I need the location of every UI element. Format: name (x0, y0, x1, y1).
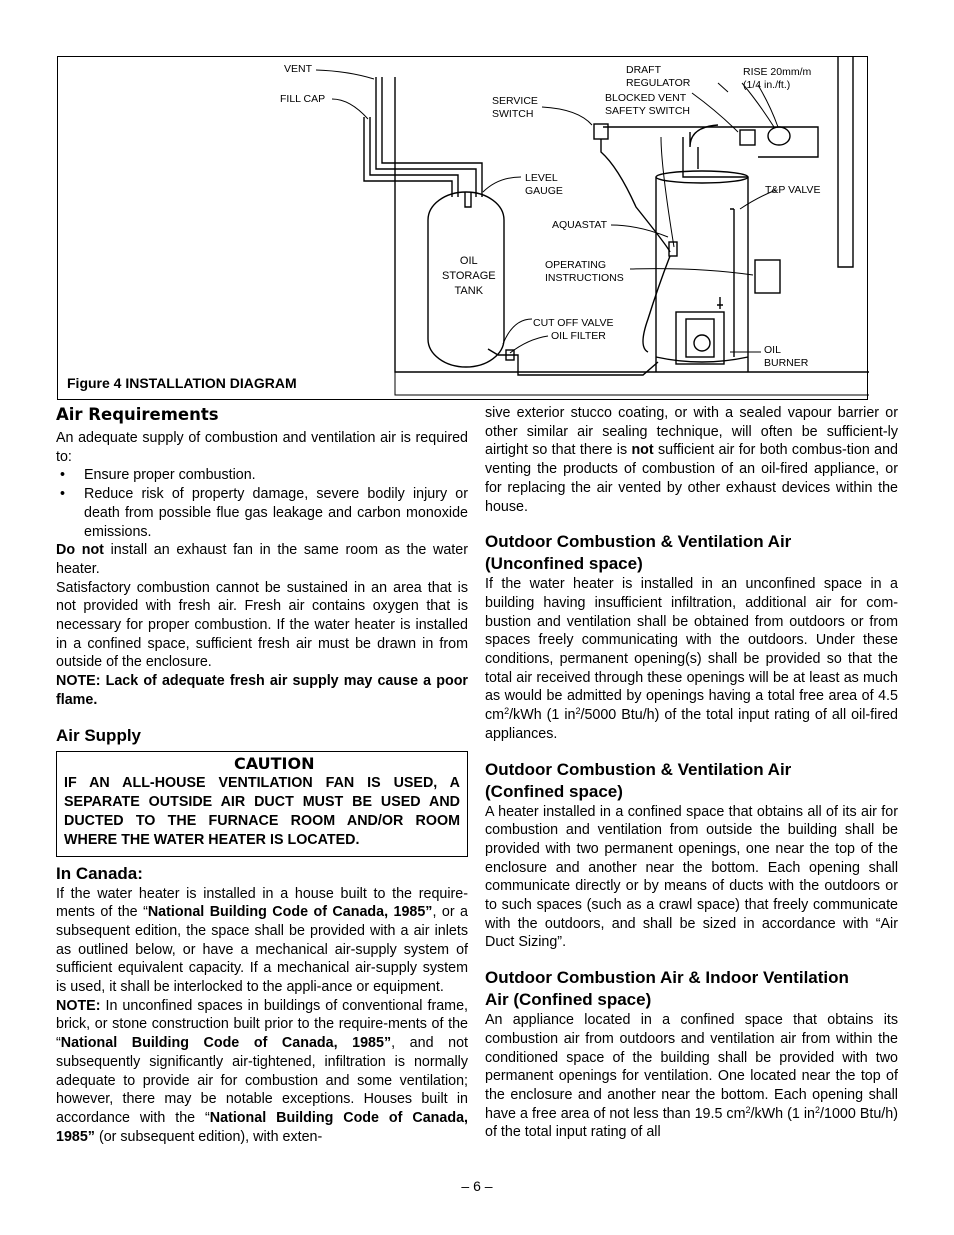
label-operating-instructions: OPERATING INSTRUCTIONS (545, 259, 624, 284)
service-switch (594, 124, 608, 139)
left-column (56, 404, 468, 1146)
caution-box (56, 751, 468, 857)
heading-unconfined: Outdoor Combustion & Ventilation Air (Unconfined space) (485, 532, 792, 574)
canada-paragraph: If the water heater is installed in a house built to the require-ments of the “National Building Code of Canada, 1985”, or a subsequent edition, the space shall be provided with a air inlets as outlined below, or have a mechanical air-supply system of sufficient equivalent capacity. If a mechanical air-supply system is used, it shall be interlocked to the appli-ance or equipment. (56, 885, 468, 996)
label-tp-valve: T&P VALVE (765, 184, 821, 196)
label-oil-filter: OIL FILTER (551, 330, 606, 342)
oil-burner (676, 312, 724, 364)
continued-paragraph: sive exterior stucco coating, or with a sealed vapour barrier or other similar air sealing technique, will often be sufficient-ly airtight so that there is not sufficient air for both combus-tion and venting the products of combustion of an oil-fired appliance, or for replacing the air vented by other exhaust devices within the house. (485, 405, 898, 515)
air-requirements-intro: An adequate supply of combustion and ventilation air is required to: (56, 430, 468, 465)
label-fill-cap: FILL CAP (280, 93, 326, 105)
label-level-gauge: LEVEL GAUGE (525, 172, 563, 197)
list-item: • Ensure proper combustion. (56, 466, 468, 485)
list-item: • Reduce risk of property damage, severe bodily injury or death from possible flue gas leakage and carbon monoxide emissions. (56, 485, 468, 541)
unconfined-paragraph: If the water heater is installed in an unconfined space in a building having insufficient infiltration, additional air for com-bustion and ventilation shall be obtained from outdoors or from spaces freely communicating with the outdoors. Under these conditions, permanent opening(s) shall be provided so that the total air received through these openings will be at least as much as would be admitted by openings having a total free area of 4.5 $cm^2$/kWh (1 $in^2/5000$ Btu/h) of the total input rating of all oil-fired appliances. (485, 576, 898, 742)
caution-title: CAUTION (234, 753, 315, 773)
right-column (485, 404, 898, 1142)
room-floor-line (395, 77, 869, 372)
aquastat (669, 242, 677, 256)
satisfactory-combustion-text: Satisfactory combustion cannot be sustained in an area that is not provided with fresh air. Fresh air contains oxygen that is necessary for proper combustion. If the water heater is installed in a confined space, sufficient fresh air must be drawn in from outside of the enclosure. (56, 579, 468, 671)
figure-caption: Figure 4 INSTALLATION DIAGRAM (67, 375, 297, 391)
label-cut-off-valve: CUT OFF VALVE (533, 317, 614, 329)
operating-instructions-card (755, 260, 780, 293)
heading-air-requirements: Air Requirements (56, 405, 219, 424)
exhaust-fan-warning: Do not install an exhaust fan in the same room as the water heater. (56, 542, 468, 577)
label-aquastat: AQUASTAT (552, 219, 608, 231)
draft-regulator (768, 127, 790, 145)
installation-diagram-drawing (58, 57, 869, 401)
confined-paragraph: A heater installed in a confined space that obtains all of its air for combustion and ventilation from outside the building shall be provided with two permanent openings, one near the top of the enclosure and another near the bottom. Each opening shall communicate directly or by means of ducts with the outdoors or to such spaces (such as a crawl space) that freely communicate with the outdoors, and shall be sized in accordance with “Air Duct Sizing”. (485, 803, 898, 951)
label-draft-regulator: DRAFT REGULATOR (626, 64, 691, 89)
installation-diagram (57, 56, 868, 400)
page-number: – 6 – (461, 1178, 493, 1194)
label-blocked-vent: BLOCKED VENT SAFETY SWITCH (605, 92, 690, 117)
heading-in-canada: In Canada: (56, 863, 143, 883)
label-rise: RISE 20mm/m (1/4 in./ft.) (743, 66, 812, 91)
label-oil-storage-tank: OIL STORAGE TANK (442, 255, 496, 297)
heading-air-supply: Air Supply (56, 725, 142, 745)
label-service-switch: SERVICE SWITCH (492, 95, 538, 120)
indoor-ventilation-paragraph: An appliance located in a confined space that obtains its combustion air from outdoors and ventilation air from within the conditioned space of the building shall be provided with two permanent openings for ventilation. One located near the top of the enclosure and another near the bottom. Each opening shall have a free area of not less than 19.5 $cm^2$/kWh (1 $in^2/1000$ Btu/h) of the total input rating of all (485, 1012, 898, 1141)
canada-note: NOTE: In unconfined spaces in buildings of conventional frame, brick, or stone construction built prior to the require-ments of the “National Building Code of Canada, 1985”, and not subsequently significantly air-tightened, infiltration is normally adequate to provide air for combustion and some ventilation; however, there may be notable exceptions. Houses built in accordance with the “National Building Code of Canada, 1985” (or subsequent edition), with exten- (56, 997, 468, 1145)
label-oil-burner: OIL BURNER (764, 344, 809, 369)
heading-confined: Outdoor Combustion & Ventilation Air (Confined space) (485, 759, 792, 801)
requirements-list (56, 466, 468, 541)
note-lack-of-air: NOTE: Lack of adequate fresh air supply may cause a poor flame. (56, 673, 468, 708)
caution-text: IF AN ALL-HOUSE VENTILATION FAN IS USED, A SEPARATE OUTSIDE AIR DUCT MUST BE USED AND DUCTED TO THE FURNACE ROOM AND/OR ROOM WHERE THE WATER HEATER IS LOCATED. (64, 774, 460, 848)
label-vent: VENT (284, 63, 313, 75)
heading-indoor-ventilation: Outdoor Combustion Air & Indoor Ventilation Air (Confined space) (485, 968, 849, 1010)
blocked-vent-safety-switch (740, 130, 755, 145)
